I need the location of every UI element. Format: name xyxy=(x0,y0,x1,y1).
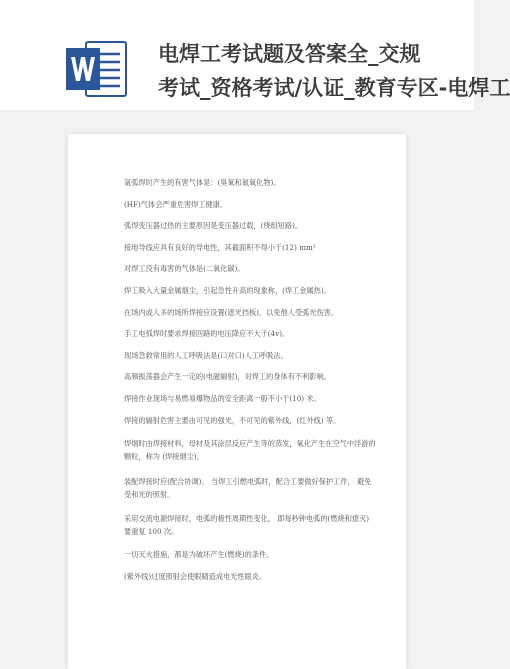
page-title-line-1: 电焊工考试题及答案全_交规 xyxy=(158,42,421,66)
document-line: 一切灭火措施，都是为破坏产生(燃烧)的条件。 xyxy=(124,549,274,559)
document-line: 接地导线应具有良好的导电性，其截面积不得小于(12) mm² xyxy=(124,242,316,252)
page-title-line-2: 考试_资格考试/认证_教育专区-电焊工 xyxy=(158,76,510,100)
header-banner xyxy=(0,0,510,110)
document-line: 焊接作业现场与易燃易爆物品的安全距离一般不小于(10) 米。 xyxy=(124,393,321,403)
document-line: 氩弧焊时产生的有害气体是：(臭氧和氮氧化物)。 xyxy=(124,178,281,187)
document-line: 采用交流电源焊接时，电弧的极性周期性变化， 即每秒钟电弧的(燃烧和熄灭)要重复 100 次。 xyxy=(124,514,370,537)
word-document-icon xyxy=(66,40,128,98)
document-line: 对焊工没有毒害的气体是(二氧化碳)。 xyxy=(124,264,245,274)
document-line: 现场急救常用的人工呼吸法是(口对口)人工呼吸法。 xyxy=(124,350,288,360)
document-line: (HF)气体会严重危害焊工健康。 xyxy=(124,199,228,209)
document-page xyxy=(68,134,406,669)
document-body xyxy=(124,178,376,593)
document-line: 手工电弧焊时要求焊接回路的电压降应不大于(4v)。 xyxy=(124,329,290,339)
document-line: (紫外线)过度照射会使眼睛造成电光性眼炎。 xyxy=(124,571,267,581)
document-line: 高频振荡器会产生一定的(电磁辐射)，对焊工的身体有不利影响。 xyxy=(124,372,331,382)
document-line: 焊工吸入大量金属烟尘，引起急性升高的现象称，(焊工金属热)。 xyxy=(124,285,331,295)
document-line: 弧焊变压器过热的主要原因是变压器过载，(绕组短路)。 xyxy=(124,221,303,231)
document-line: 在场内或人多的场所焊接应设置(遮光挡板)，以免他人受弧光伤害。 xyxy=(124,307,339,317)
document-line: 焊烟时由焊接材料，母材及其涂层反应产生等的蒸发，氧化产生在空气中浮游的颗粒，称为 (焊接烟尘)。 xyxy=(124,439,376,462)
document-line: 焊接的辐射危害主要由可见的强光，不可见的紫外线，(红外线) 等。 xyxy=(124,415,341,425)
document-line: 装配焊接时应(配合协调)。 当焊工引燃电弧时，配合工要做好保护工作， 避免受和光的照射。 xyxy=(124,476,372,499)
